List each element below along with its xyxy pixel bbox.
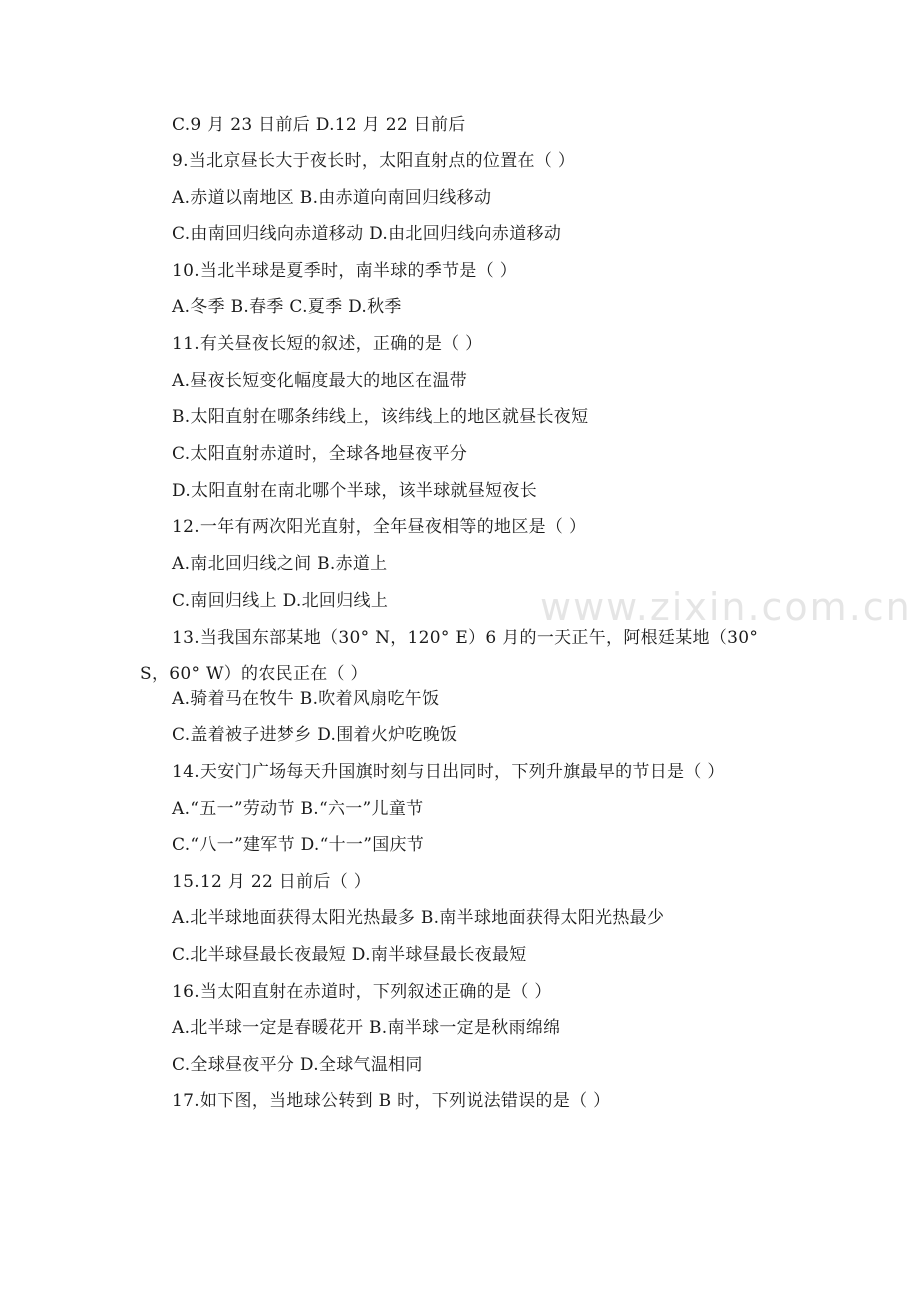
option-line: C.南回归线上 D.北回归线上 [172, 591, 389, 611]
option-line: A.赤道以南地区 B.由赤道向南回归线移动 [172, 188, 492, 208]
option-line: A.北半球一定是春暖花开 B.南半球一定是秋雨绵绵 [172, 1018, 561, 1038]
option-line: A.骑着马在牧牛 B.吹着风扇吃午饭 [172, 689, 440, 709]
option-line: B.太阳直射在哪条纬线上，该纬线上的地区就昼长夜短 [172, 407, 589, 427]
option-line: A.冬季 B.春季 C.夏季 D.秋季 [172, 297, 402, 317]
option-line: C.太阳直射赤道时，全球各地昼夜平分 [172, 444, 468, 464]
option-line: A.北半球地面获得太阳光热最多 B.南半球地面获得太阳光热最少 [172, 908, 665, 928]
option-line: C.全球昼夜平分 D.全球气温相同 [172, 1055, 423, 1075]
question-11: 11.有关昼夜长短的叙述，正确的是（ ） [172, 334, 483, 354]
option-line: A.南北回归线之间 B.赤道上 [172, 554, 388, 574]
option-line: C.北半球昼最长夜最短 D.南半球昼最长夜最短 [172, 945, 527, 965]
question-10: 10.当北半球是夏季时，南半球的季节是（ ） [172, 261, 518, 281]
watermark: www.zixin.com.cn [540, 585, 912, 629]
question-14: 14.天安门广场每天升国旗时刻与日出同时，下列升旗最早的节日是（ ） [172, 762, 725, 782]
question-12: 12.一年有两次阳光直射，全年昼夜相等的地区是（ ） [172, 517, 587, 537]
question-13: 13.当我国东部某地（30° N，120° E）6 月的一天正午，阿根廷某地（30° S，60° W）的农民正在（ ） [140, 628, 759, 684]
option-line: D.太阳直射在南北哪个半球，该半球就昼短夜长 [172, 481, 538, 501]
question-15: 15.12 月 22 日前后（ ） [172, 872, 372, 892]
question-17: 17.如下图，当地球公转到 B 时，下列说法错误的是（ ） [172, 1091, 611, 1111]
option-line: A.昼夜长短变化幅度最大的地区在温带 [172, 371, 468, 391]
option-line: C.由南回归线向赤道移动 D.由北回归线向赤道移动 [172, 224, 562, 244]
question-9: 9.当北京昼长大于夜长时，太阳直射点的位置在（ ） [172, 151, 576, 171]
option-line: C.“八一”建军节 D.“十一”国庆节 [172, 835, 425, 855]
option-line: C.盖着被子进梦乡 D.围着火炉吃晚饭 [172, 725, 458, 745]
question-16: 16.当太阳直射在赤道时，下列叙述正确的是（ ） [172, 982, 552, 1002]
option-line: C.9 月 23 日前后 D.12 月 22 日前后 [172, 115, 466, 135]
option-line: A.“五一”劳动节 B.“六一”儿童节 [172, 799, 424, 819]
